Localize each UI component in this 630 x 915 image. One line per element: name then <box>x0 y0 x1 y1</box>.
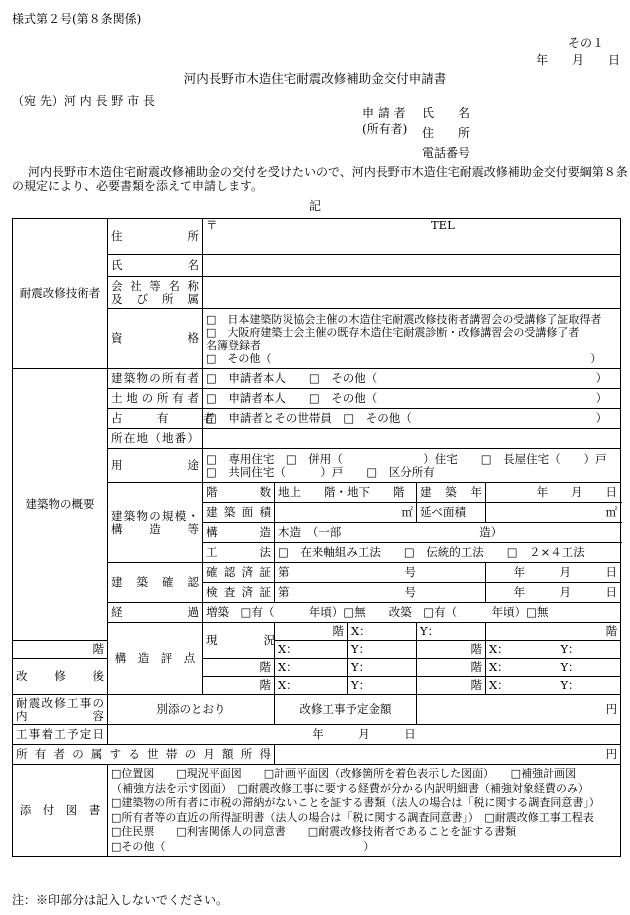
use-options[interactable]: □ 専用住宅 □ 併用（ ）住宅 □ 長屋住宅（ ）戸 □ 共同住宅（ ）戸 □ 区分所有 <box>203 449 621 483</box>
tech-name-field[interactable] <box>203 255 621 277</box>
history-options[interactable]: 増築 □有（ 年頃）□無 改築 □有（ 年頃）□無 <box>203 603 621 623</box>
attachments-label: 添 付 図 書 <box>13 765 108 857</box>
eval-after-label: 改 修 後 <box>13 659 108 695</box>
method-label: 工 法 <box>203 543 275 563</box>
tech-name-label: 氏 名 <box>108 255 203 277</box>
work-content-field[interactable]: 別添のとおり <box>108 695 275 725</box>
income-label: 所 有 者 の 属 す る 世 帯 の 月 額 所 得 <box>13 745 275 765</box>
tech-company-field[interactable] <box>203 277 621 309</box>
owner-label-cell: 建築物の所有者 <box>108 369 203 389</box>
structure-field[interactable]: 木造 （一部 造） <box>275 523 621 543</box>
occupant-label: 占 有 者 <box>108 409 203 429</box>
confirmation-cert-label: 確認済証 <box>203 563 275 583</box>
eval-y-cell[interactable]: Y： <box>348 641 417 659</box>
confirmation-cert-date[interactable]: 年 月 日 <box>486 563 621 583</box>
owner-options[interactable]: □ 申請者本人 □ その他（ ） <box>203 369 621 389</box>
eval-floor-cell[interactable]: 階 <box>417 677 486 695</box>
attachments-list[interactable]: □位置図 □現況平面図 □計画平面図（改修箇所を着色表示した図面） □補強計画図 （補強方法を示す図面） □耐震改修工事に要する経費が分かる内訳明細書（補強対象経費のみ） □建築物の所有者に市税の滞納がないことを証する書類（法人の場合は「税に関する調査同意書」） □所有者等の直近の所得証明書（法人の場合は「税に関する調査同意書」） □耐震改修工事工程表 □住民票 □利害関係人の同意書 □耐震改修技術者であることを証する書類 □その他（ ） <box>108 765 621 857</box>
history-label: 経 過 <box>108 603 203 623</box>
eval-x-cell[interactable]: X： <box>275 659 348 677</box>
applicant-name-label: 氏 名 <box>422 106 471 120</box>
tech-qualification-field[interactable]: □ 日本建築防災協会主催の木造住宅耐震改修技術者講習会の受講修了証取得者 □ 大阪府建築士会主催の既存木造住宅耐震診断・改修講習会の受講修了者 名簿登録者 □ その他（ ） <box>203 309 621 369</box>
use-label: 用 途 <box>108 449 203 483</box>
tech-company-label: 会社等名称 及 び 所 属 <box>108 277 203 309</box>
start-date-label: 工事着工予定日 <box>13 725 108 745</box>
eval-xy-cell[interactable]: X： Y： <box>486 677 621 695</box>
inspection-cert-number[interactable]: 第 号 <box>275 583 486 603</box>
inspection-cert-label: 検査済証 <box>203 583 275 603</box>
cost-label: 改修工事予定金額 <box>275 695 417 725</box>
eval-floor-cell[interactable]: 階 <box>486 623 621 641</box>
footnote: 注：※印部分は記入しないでください。 <box>12 893 229 907</box>
eval-x-cell[interactable]: X： <box>348 623 417 641</box>
postal-mark: 〒 <box>206 218 218 232</box>
building-area-field[interactable]: ㎡ <box>275 503 417 523</box>
floors-label: 階 数 <box>203 483 275 503</box>
eval-floor-cell[interactable]: 階 <box>13 641 108 659</box>
tel-label: TEL <box>431 218 455 232</box>
eval-y-cell[interactable]: Y： <box>348 677 417 695</box>
ki-heading: 記 <box>309 199 322 213</box>
structure-label: 構 造 <box>203 523 275 543</box>
applicant-phone-label: 電話番号 <box>422 146 471 160</box>
eval-y-cell[interactable]: Y： <box>417 623 486 641</box>
eval-current-label: 現 況 <box>203 623 275 659</box>
location-field[interactable] <box>203 429 621 449</box>
location-label: 所在地（地番） <box>108 429 203 449</box>
eval-xy-cell[interactable]: X： Y： <box>486 641 621 659</box>
method-options[interactable]: □ 在来軸組み工法 □ 伝統的工法 □ ２×４工法 <box>275 543 621 563</box>
floors-field[interactable]: 地上 階・地下 階 <box>275 483 417 503</box>
income-field[interactable]: 円 <box>275 745 621 765</box>
build-year-label: 建 築 年 <box>417 483 486 503</box>
intro-text-1: 河内長野市木造住宅耐震改修補助金の交付を受けたいので、河内長野市木造住宅耐震改修補助金交付要綱第８条 <box>28 165 628 179</box>
tech-address-label: 住 所 <box>108 219 203 255</box>
inspection-cert-date[interactable]: 年 月 日 <box>486 583 621 603</box>
cost-field[interactable]: 円 <box>417 695 621 725</box>
confirmation-label: 建 築 確 認 <box>108 563 203 603</box>
eval-x-cell[interactable]: X： <box>275 677 348 695</box>
applicant-address-label: 住 所 <box>422 126 471 140</box>
land-owner-options[interactable]: □ 申請者本人 □ その他（ ） <box>203 389 621 409</box>
eval-floor-cell[interactable]: 階 <box>417 641 486 659</box>
start-date-field[interactable]: 年 月 日 <box>108 725 621 745</box>
form-number: 様式第２号(第８条関係) <box>12 12 142 26</box>
eval-y-cell[interactable]: Y： <box>348 659 417 677</box>
eval-section-label: 構 造 評 点 <box>108 623 203 695</box>
eval-xy-cell[interactable]: X： Y： <box>486 659 621 677</box>
work-content-label: 耐震改修工事の 内 容 <box>13 695 108 725</box>
tech-qualification-label: 資 格 <box>108 309 203 369</box>
land-owner-label: 土 地 の 所 有 者 <box>108 389 203 409</box>
building-section-label: 建築物の概要 <box>13 369 108 641</box>
tech-section-label: 耐震改修技術者 <box>13 219 108 369</box>
application-form-table <box>12 218 621 857</box>
floor-area-label: 延べ面積 <box>417 503 486 523</box>
applicant-label: 申 請 者 <box>362 106 406 120</box>
eval-x-cell[interactable]: X： <box>275 641 348 659</box>
intro-text-2: の規定により、必要書類を添えて申請します。 <box>12 179 264 193</box>
form-title: 河内長野市木造住宅耐震改修補助金交付申請書 <box>183 71 447 86</box>
owner-label: (所有者) <box>362 122 408 136</box>
eval-floor-cell[interactable]: 階 <box>275 623 348 641</box>
build-year-field[interactable]: 年 月 日 <box>486 483 621 503</box>
addressee: （宛 先）河 内 長 野 市 長 <box>12 94 155 108</box>
scale-label: 建築物の規模・ 構 造 等 <box>108 483 203 563</box>
occupant-options[interactable]: □ 申請者とその世帯員 □ その他（ ） <box>203 409 621 429</box>
floor-area-field[interactable]: ㎡ <box>486 503 621 523</box>
confirmation-cert-number[interactable]: 第 号 <box>275 563 486 583</box>
copy-number: その１ <box>568 36 605 50</box>
building-area-label: 建 築 面 積 <box>203 503 275 523</box>
tech-address-field[interactable] <box>203 219 621 255</box>
eval-floor-cell[interactable]: 階 <box>203 659 275 677</box>
eval-floor-cell[interactable]: 階 <box>203 677 275 695</box>
date-line: 年 月 日 <box>536 53 621 67</box>
eval-floor-cell[interactable]: 階 <box>417 659 486 677</box>
